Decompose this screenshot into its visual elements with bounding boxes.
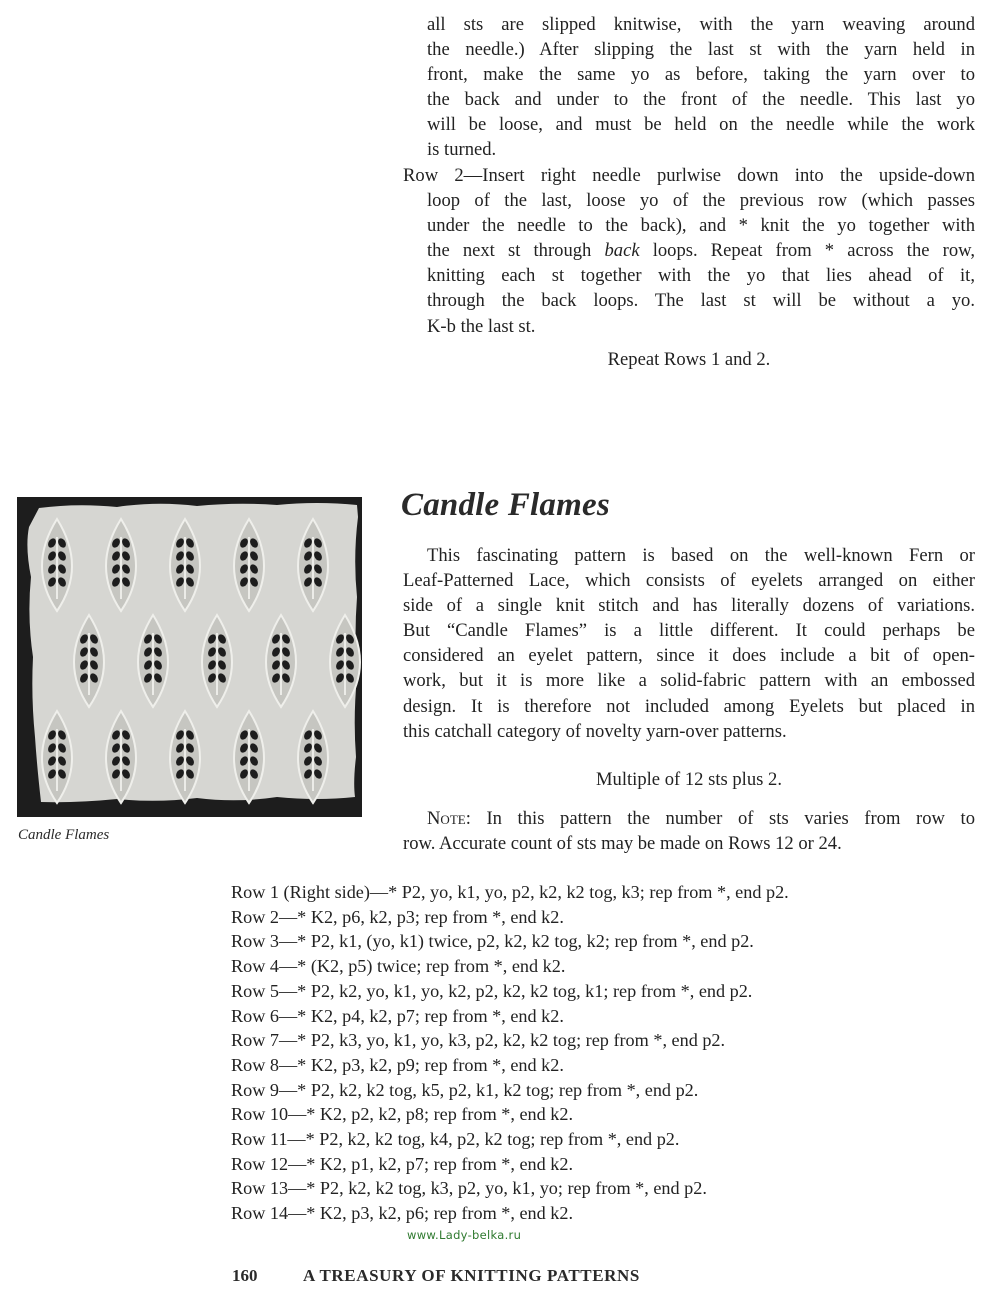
text-line: This fascinating pattern is based on the well-known Fern or <box>427 545 975 566</box>
text-line: front, make the same yo as before, taking the yarn over to <box>427 64 975 86</box>
page-number: 160 <box>232 1266 258 1285</box>
text-line: side of a single knit stitch and has literally dozens of variations. <box>403 595 975 617</box>
text-line <box>403 238 975 263</box>
text-fragment: In this pattern the number of sts varies from row to <box>470 808 975 829</box>
row-instruction: Row 6—* K2, p4, k2, p7; rep from *, end k2. <box>231 1005 564 1026</box>
text-line: the back and under to the front of the needle. This last yo <box>427 89 975 111</box>
row-instruction: Row 10—* K2, p2, k2, p8; rep from *, end k2. <box>231 1104 573 1125</box>
watermark-link[interactable]: www.Lady-belka.ru <box>407 1228 522 1242</box>
text-line: is turned. <box>427 139 497 161</box>
row-instruction: Row 4—* (K2, p5) twice; rep from *, end k2. <box>231 956 566 977</box>
text-fragment: the next st through <box>427 240 605 262</box>
text-line: loop of the last, loose yo of the previous row (which passes <box>427 190 975 212</box>
text-line: through the back loops. The last st will be without a yo. <box>427 290 975 312</box>
row-instruction: Row 5—* P2, k2, yo, k1, yo, k2, p2, k2, k2 tog, k1; rep from *, end p2. <box>231 980 753 1001</box>
text-line: design. It is therefore not included among Eyelets but placed in <box>403 695 975 717</box>
row2-instruction <box>403 163 975 339</box>
text-line: will be loose, and must be held on the needle while the work <box>427 114 975 136</box>
row-instruction: Row 11—* P2, k2, k2 tog, k4, p2, k2 tog; rep from *, end p2. <box>231 1129 680 1150</box>
text-line: under the needle to the back), and * knit the yo together with <box>427 215 975 237</box>
photo-caption: Candle Flames <box>18 827 110 843</box>
continued-instruction-text <box>403 12 975 163</box>
repeat-note: Repeat Rows 1 and 2. <box>607 349 771 370</box>
row-instruction: Row 12—* K2, p1, k2, p7; rep from *, end k2. <box>231 1153 573 1174</box>
text-line: Row 2—Insert right needle purlwise down into the upside-down <box>403 165 975 186</box>
pattern-note <box>403 806 975 856</box>
stitch-multiple: Multiple of 12 sts plus 2. <box>596 769 782 790</box>
row-instruction: Row 7—* P2, k3, yo, k1, yo, k3, p2, k2, k2 tog; rep from *, end p2. <box>231 1030 726 1051</box>
row-instruction: Row 2—* K2, p6, k2, p3; rep from *, end k2. <box>231 906 564 927</box>
row-instruction: Row 8—* K2, p3, k2, p9; rep from *, end k2. <box>231 1054 564 1075</box>
text-line: work, but it is more like a solid-fabric pattern with an embossed <box>403 670 975 692</box>
running-footer-title: A TREASURY OF KNITTING PATTERNS <box>303 1266 640 1285</box>
row-instruction: Row 1 (Right side)—* P2, yo, k1, yo, p2, k2, k2 tog, k3; rep from *, end p2. <box>231 882 789 902</box>
text-line: row. Accurate count of sts may be made on Rows 12 or 24. <box>403 833 842 855</box>
text-line: Leaf-Patterned Lace, which consists of eyelets arranged on either <box>403 570 975 592</box>
row-instructions <box>231 880 789 1226</box>
text-line <box>403 806 975 831</box>
note-label: Note: <box>427 808 471 829</box>
text-fragment: loops. Repeat from * across the row, <box>639 240 975 262</box>
italic-word: back <box>604 240 640 262</box>
text-line: K-b the last st. <box>427 315 536 337</box>
text-line: considered an eyelet pattern, since it does include a bit of open- <box>403 645 975 667</box>
swatch-photo <box>17 497 362 817</box>
pattern-title: Candle Flames <box>401 487 610 523</box>
row-instruction: Row 14—* K2, p3, k2, p6; rep from *, end k2. <box>231 1203 573 1224</box>
text-line: the needle.) After slipping the last st with the yarn held in <box>427 39 975 61</box>
pattern-intro <box>403 543 975 744</box>
text-line: knitting each st together with the yo that lies ahead of it, <box>427 265 975 287</box>
row-instruction: Row 13—* P2, k2, k2 tog, k3, p2, yo, k1, yo; rep from *, end p2. <box>231 1178 707 1199</box>
text-line: this catchall category of novelty yarn-over patterns. <box>403 720 787 742</box>
text-line: But “Candle Flames” is a little different. It could perhaps be <box>403 620 975 642</box>
text-line: all sts are slipped knitwise, with the yarn weaving around <box>427 14 975 35</box>
row-instruction: Row 3—* P2, k1, (yo, k1) twice, p2, k2, k2 tog, k2; rep from *, end p2. <box>231 931 754 952</box>
swatch-illustration <box>17 497 362 817</box>
row-instruction: Row 9—* P2, k2, k2 tog, k5, p2, k1, k2 tog; rep from *, end p2. <box>231 1079 699 1100</box>
